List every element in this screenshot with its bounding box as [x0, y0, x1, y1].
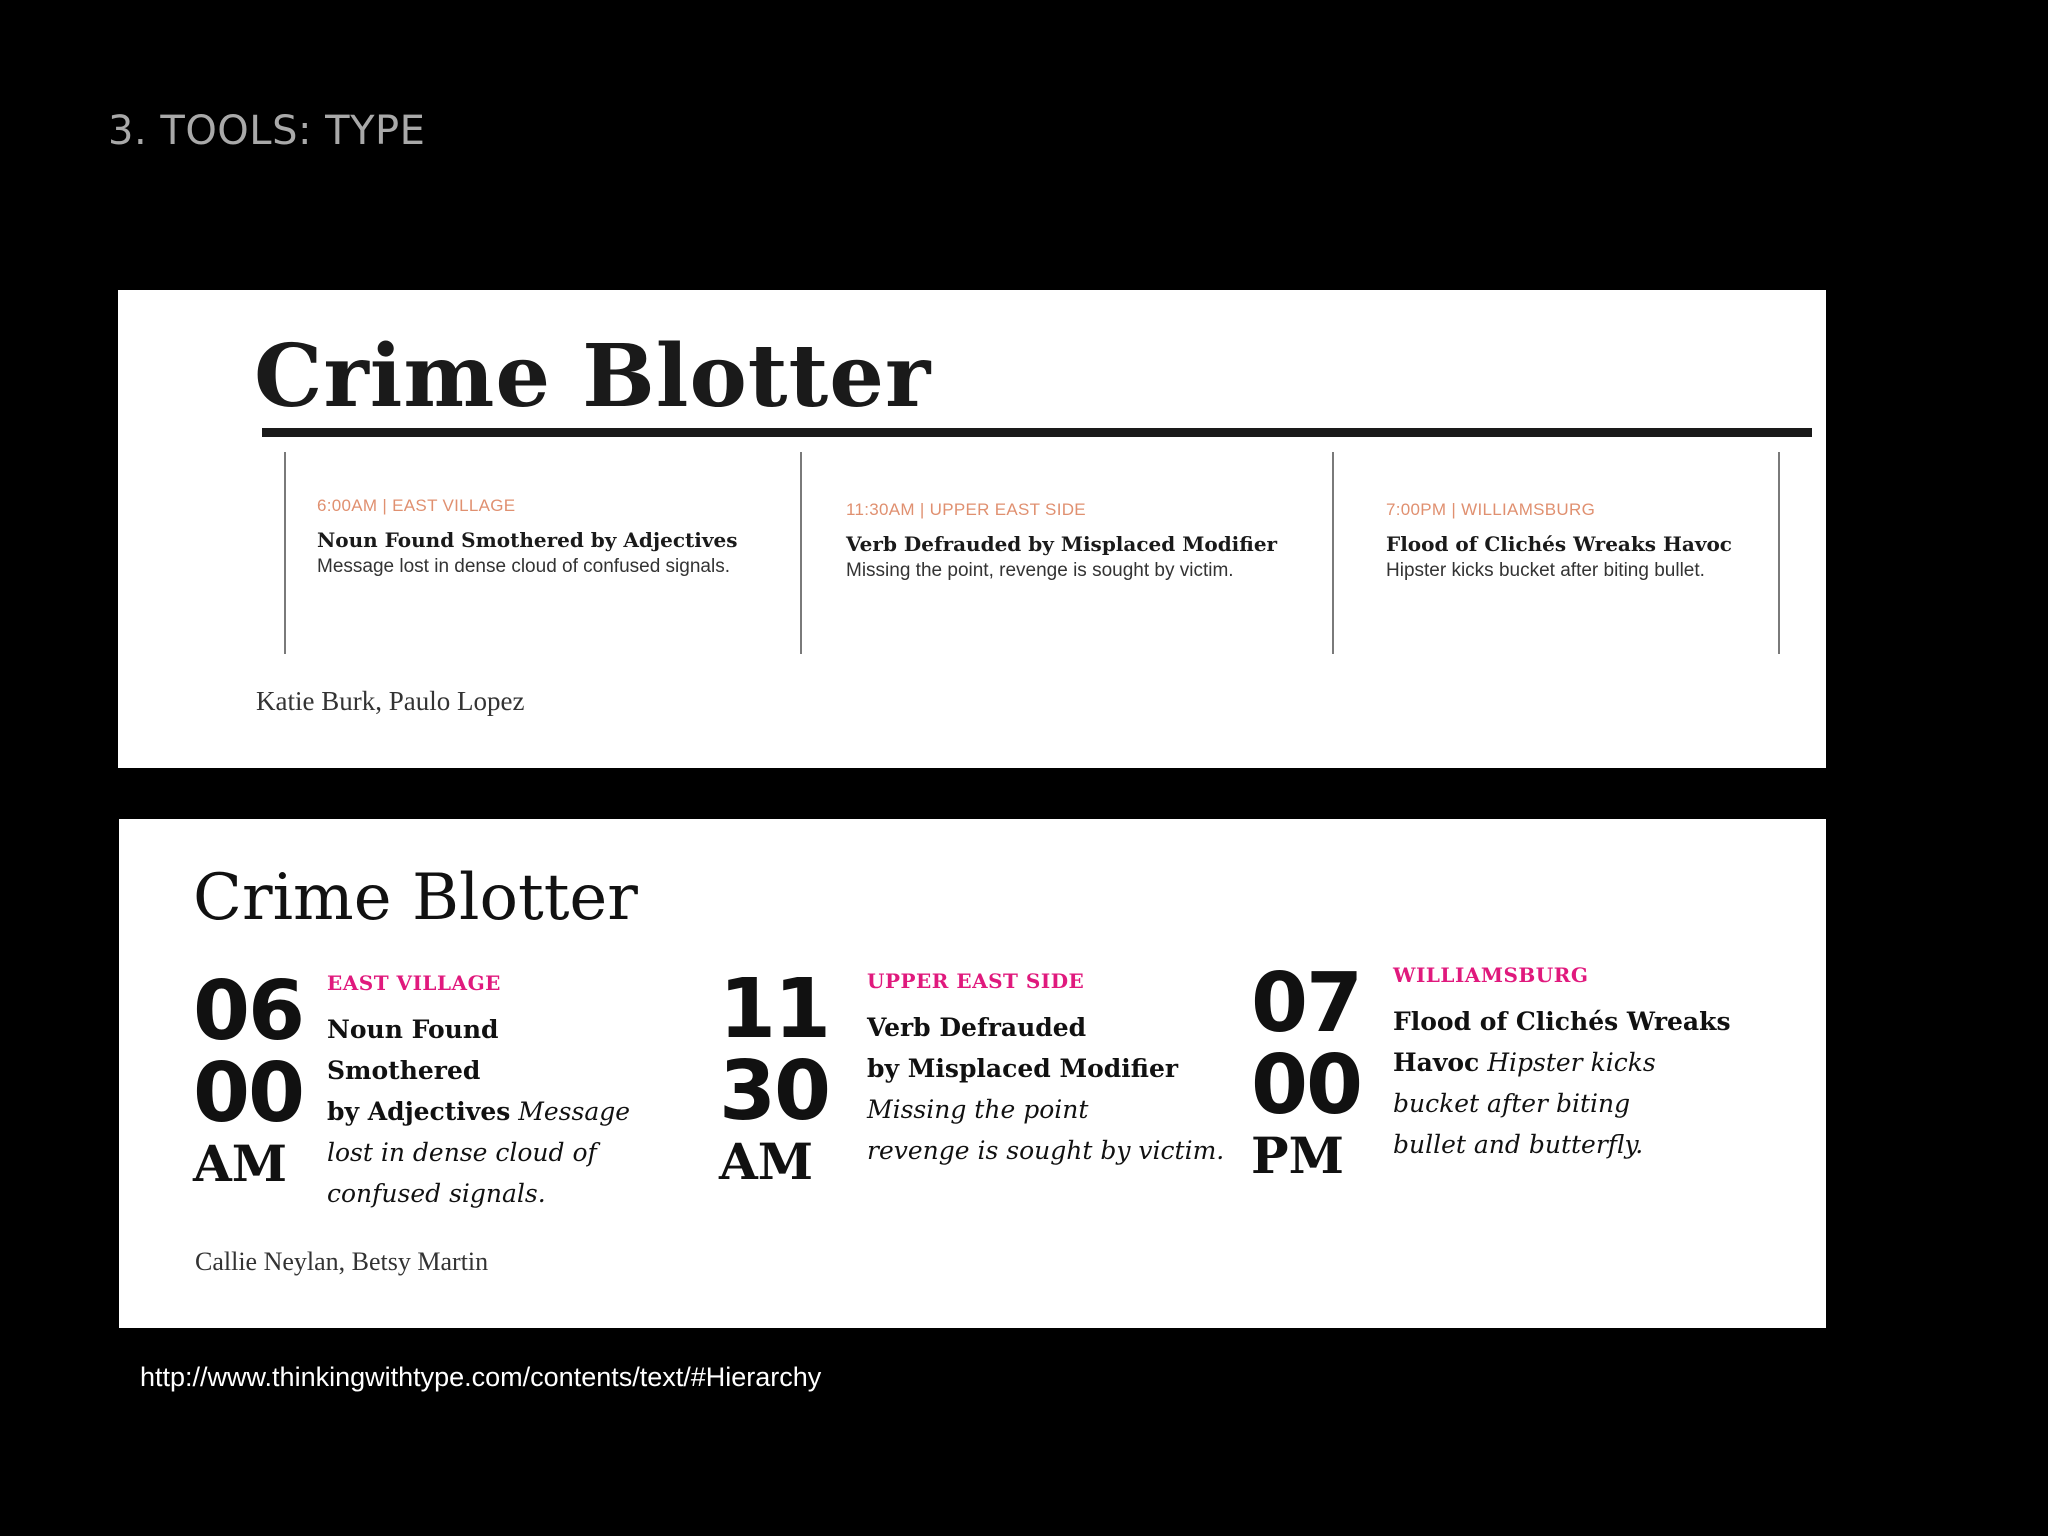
blotter-headline: Crime Blotter	[254, 326, 932, 427]
blotter-entry	[327, 971, 657, 1214]
crime-blotter-version-1	[118, 290, 1826, 768]
entry-line: Flood of Clichés Wreaks	[1393, 1007, 1731, 1036]
time-minute: 30	[719, 1044, 830, 1139]
design-credit: Callie Neylan, Betsy Martin	[195, 1247, 489, 1276]
blotter-entry	[317, 496, 787, 578]
entry-subhead: Hipster kicks bucket after biting bullet.	[1386, 560, 1705, 581]
entry-line-bold: Havoc	[1393, 1048, 1480, 1077]
column-divider	[284, 452, 286, 654]
entry-location: EAST VILLAGE	[327, 971, 501, 995]
entry-text	[327, 1009, 657, 1214]
time-ampm: PM	[1251, 1126, 1344, 1185]
entry-time	[1251, 956, 1362, 1185]
blotter-entry	[846, 500, 1316, 582]
entry-headline: Verb Defrauded by Misplaced Modifier	[846, 532, 1278, 556]
time-hour: 07	[1251, 956, 1362, 1051]
entry-line: revenge is sought by victim.	[867, 1136, 1225, 1165]
crime-blotter-version-2	[119, 819, 1826, 1328]
entry-text	[1393, 1001, 1753, 1165]
time-hour: 11	[719, 962, 830, 1057]
entry-headline: Noun Found Smothered by Adjectives	[317, 528, 738, 552]
entry-headline: Flood of Clichés Wreaks Havoc	[1386, 532, 1732, 556]
entry-meta: 11:30AM | UPPER EAST SIDE	[846, 500, 1086, 519]
entry-subhead: Message lost in dense cloud of confused signals.	[317, 556, 730, 577]
column-divider	[1332, 452, 1334, 654]
time-ampm: AM	[719, 1132, 814, 1191]
entry-line: lost in dense cloud of	[327, 1138, 597, 1167]
headline-rule	[262, 428, 1812, 437]
source-link[interactable]: http://www.thinkingwithtype.com/contents/text/#Hierarchy	[140, 1362, 822, 1392]
time-hour: 06	[193, 964, 304, 1059]
blotter-headline: Crime Blotter	[193, 861, 638, 935]
entry-line: Noun Found Smothered	[327, 1015, 499, 1085]
entry-line: Verb Defrauded	[867, 1013, 1087, 1042]
entry-subhead: Missing the point, revenge is sought by victim.	[846, 560, 1234, 581]
blotter-entry	[867, 969, 1227, 1171]
entry-time	[719, 962, 830, 1191]
entry-time	[193, 964, 304, 1193]
entry-line: confused signals.	[327, 1179, 546, 1208]
entry-line-bold: by Adjectives	[327, 1097, 511, 1126]
blotter-entry	[1386, 500, 1856, 582]
column-divider	[800, 452, 802, 654]
entry-line: bullet and butterfly.	[1393, 1130, 1644, 1159]
entry-location: WILLIAMSBURG	[1393, 963, 1589, 987]
entry-meta: 7:00PM | WILLIAMSBURG	[1386, 500, 1596, 519]
time-minute: 00	[1251, 1038, 1362, 1133]
time-minute: 00	[193, 1046, 304, 1141]
entry-line-italic: Message	[510, 1097, 631, 1126]
time-ampm: AM	[193, 1134, 288, 1193]
entry-line-bold: by Misplaced Modifier	[867, 1054, 1179, 1083]
entry-meta: 6:00AM | EAST VILLAGE	[317, 496, 516, 515]
entry-line: Missing the point	[867, 1095, 1089, 1124]
entry-location: UPPER EAST SIDE	[867, 969, 1085, 993]
entry-line-italic: Hipster kicks	[1479, 1048, 1656, 1077]
entry-line: bucket after biting	[1393, 1089, 1631, 1118]
slide-title: 3. TOOLS: TYPE	[108, 108, 426, 154]
design-credit: Katie Burk, Paulo Lopez	[256, 686, 525, 716]
entry-text	[867, 1007, 1227, 1171]
blotter-entry	[1393, 963, 1753, 1165]
